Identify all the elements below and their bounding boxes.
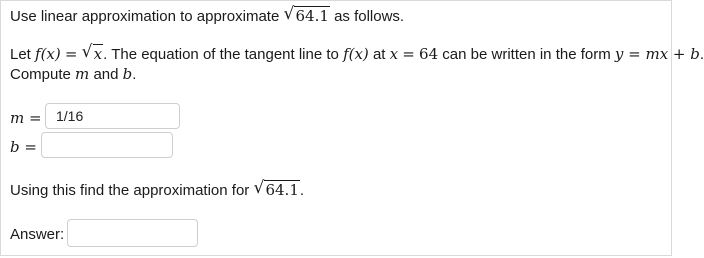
b-input[interactable] xyxy=(41,132,173,158)
b-label: b = xyxy=(10,138,37,156)
intro-suffix: as follows. xyxy=(334,8,405,25)
m-input[interactable] xyxy=(45,103,180,129)
sqrt-x: √ x xyxy=(81,42,103,63)
m-label: m = xyxy=(10,109,42,127)
function-f: f(x) xyxy=(35,45,61,63)
sqrt-expression-2: √ 64.1 xyxy=(253,178,299,199)
sqrt-expression: √ 64.1 xyxy=(283,4,329,25)
answer-label: Answer: xyxy=(10,226,65,243)
approximation-line: Using this find the approximation for √ 64.1. xyxy=(10,178,305,199)
intro-line xyxy=(10,4,405,26)
compute-line: Compute m and b. xyxy=(10,65,137,83)
line-form: y = mx + b xyxy=(614,45,700,63)
intro-text: Use linear approximation to approximate xyxy=(10,8,280,25)
answer-input[interactable] xyxy=(67,219,198,247)
problem-statement: Let f(x) = √ x. The equation of the tangent line to f(x) at x = 64 can be written in the form y = mx + b. xyxy=(10,42,704,63)
